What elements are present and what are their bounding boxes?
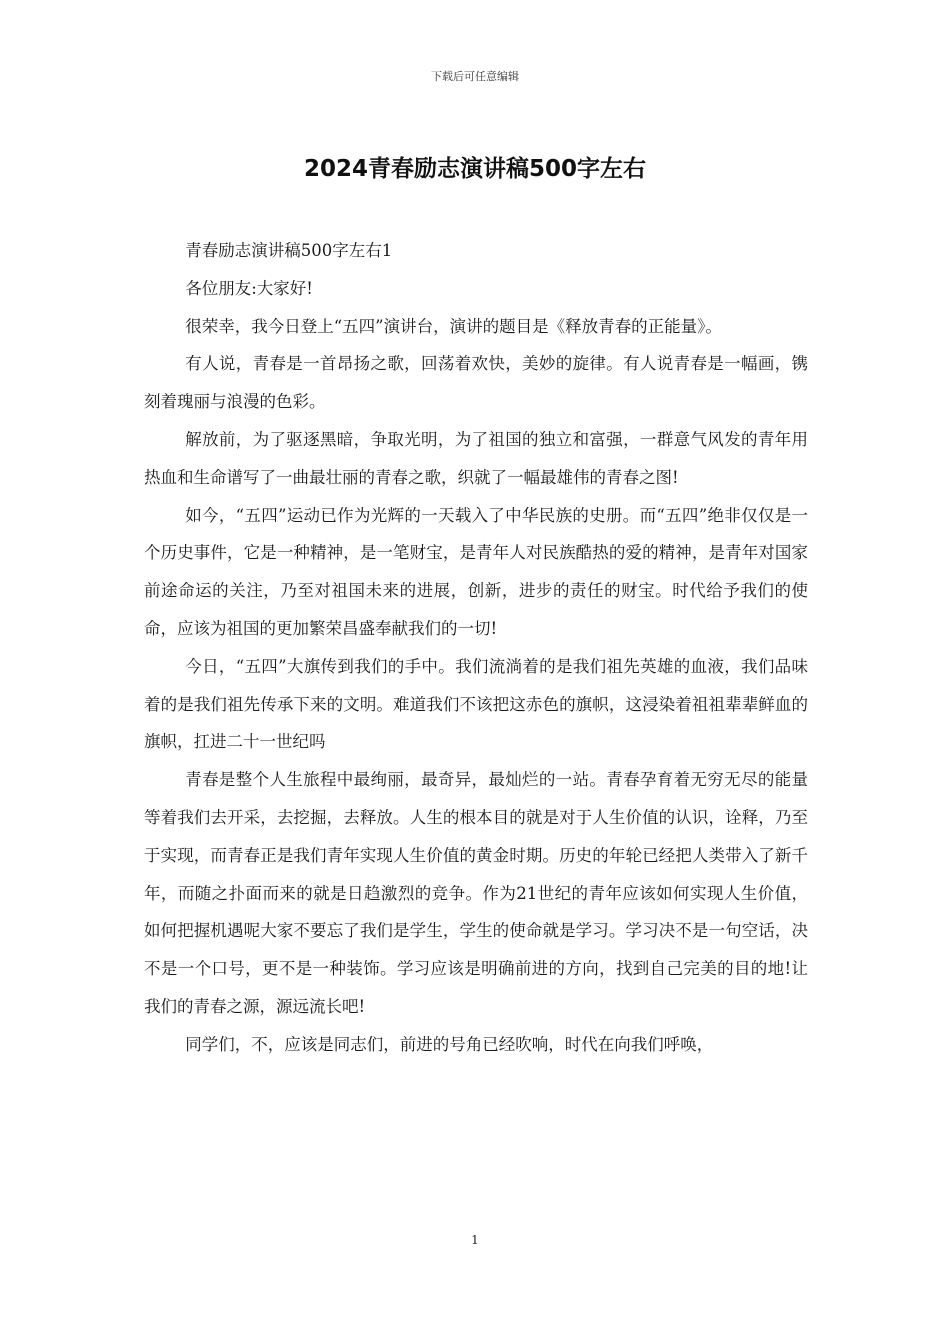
paragraph: 有人说，青春是一首昂扬之歌，回荡着欢快，美妙的旋律。有人说青春是一幅画，镌刻着瑰丽与浪漫的色彩。: [144, 354, 808, 412]
paragraph: 青春是整个人生旅程中最绚丽，最奇异，最灿烂的一站。青春孕育着无穷无尽的能量等着我们去开采，去挖掘，去释放。人生的根本目的就是对于人生价值的认识，诠释，乃至于实现，而青春正是我们青年实现人生价值的黄金时期。历史的年轮已经把人类带入了新千年，而随之扑面而来的就是日趋激烈的竞争。作为21世纪的青年应该如何实现人生价值，如何把握机遇呢大家不要忘了我们是学生，学生的使命就是学习。学习决不是一句空话，决不是一个口号，更不是一种装饰。学习应该是明确前进的方向，找到自己完美的目的地!让我们的青春之源，源远流长吧!: [144, 770, 808, 1016]
paragraph: 解放前，为了驱逐黑暗，争取光明，为了祖国的独立和富强，一群意气风发的青年用热血和生命谱写了一曲最壮丽的青春之歌，织就了一幅最雄伟的青春之图!: [144, 429, 808, 487]
paragraph: 很荣幸，我今日登上“五四”演讲台，演讲的题目是《释放青春的正能量》。: [185, 316, 722, 336]
document-body: [144, 232, 808, 1064]
paragraph: 青春励志演讲稿500字左右1: [185, 241, 393, 260]
paragraph: 同学们，不，应该是同志们，前进的号角已经吹响，时代在向我们呼唤，: [185, 1034, 714, 1054]
document-title: 2024青春励志演讲稿500字左右: [303, 156, 647, 182]
paragraph: 今日，“五四”大旗传到我们的手中。我们流淌着的是我们祖先英雄的血液，我们品味着的是我们祖先传承下来的文明。难道我们不该把这赤色的旗帜，这浸染着祖祖辈辈鲜血的旗帜，扛进二十一世纪吗: [144, 656, 808, 752]
paragraph: 各位朋友:大家好!: [185, 278, 313, 298]
header-note: 下载后可任意编辑: [431, 70, 519, 83]
paragraph: 如今，“五四”运动已作为光辉的一天载入了中华民族的史册。而“五四”绝非仅仅是一个历史事件，它是一种精神，是一笔财宝，是青年人对民族酷热的爱的精神，是青年对国家前途命运的关注，乃至对祖国未来的进展，创新，进步的责任的财宝。时代给予我们的使命，应该为祖国的更加繁荣昌盛奉献我们的一切!: [144, 505, 808, 638]
page-number: 1: [471, 1233, 479, 1247]
